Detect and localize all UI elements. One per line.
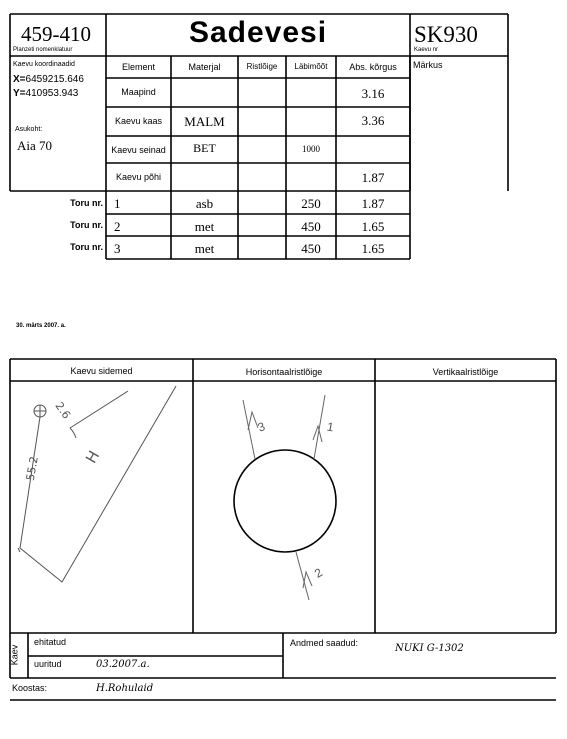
kaev-label: Kaev [9,644,20,666]
pipe-1-number: 1 [114,196,121,211]
col-header-cross-section: Ristlõige [246,62,278,71]
tie-label-55-2: 55.2 [23,455,41,482]
row-element-bottom: Kaevu põhi [115,172,162,182]
koostas-value: H.Rohulaid [96,683,154,694]
location-label: Asukoht: [15,126,43,133]
pipe-1-diameter: 250 [301,196,321,211]
row-abs-ground: 3.16 [361,86,385,101]
arrow-label-1: 1 [325,419,335,435]
coordinate-x [13,74,84,85]
row-material-walls: BET [193,141,216,155]
row-element-ground: Maapind [121,87,156,97]
uuritud-label: uuritud [34,659,62,669]
row-element-walls: Kaevu seinad [111,145,166,155]
pipe-1-label: Toru nr. [70,198,103,208]
nomenclature-value: 459-410 [21,22,91,46]
ehitatud-label: ehitatud [34,637,67,647]
pipe-3-abs: 1.65 [361,241,385,256]
pipe-2-abs: 1.65 [361,219,385,234]
pipe-1-abs: 1.87 [361,196,385,211]
nomenclature-label: Planzeti nomenklatuur [13,47,73,53]
panel-title-vertical: Vertikaalristlõige [432,367,499,377]
pipe-2-number: 2 [114,219,121,234]
andmed-label: Andmed saadud: [290,638,359,648]
col-header-element: Element [121,62,156,72]
coordinates-label: Kaevu koordinaadid [13,61,75,68]
koostas-label: Koostas: [12,683,48,693]
col-header-abs-height: Abs. kõrgus [349,62,397,72]
row-diameter-walls: 1000 [302,144,320,154]
well-number-label: Kaevu nr [414,47,439,53]
pipe-2-diameter: 450 [301,219,321,234]
coordinate-x-value: 6459215.646 [25,74,84,85]
date-note: 30. märts 2007. a. [16,323,66,329]
uuritud-value: 03.2007.a. [96,659,150,670]
row-material-cover: MALM [184,114,225,129]
coordinate-y-label: Y= [13,88,26,99]
page-title: Sadevesi [188,16,328,49]
pipe-1-arrow-icon [314,395,325,459]
pipe-2-arrow-icon [296,552,309,600]
panel-title-ties: Kaevu sidemed [70,366,133,376]
coordinate-x-label: X= [13,74,26,85]
arrow-label-2: 2 [311,565,325,581]
pipe-3-number: 3 [114,241,121,256]
well-number: SK930 [414,22,478,47]
well-circle-icon [234,450,336,552]
coordinate-y-value: 410953.943 [25,88,79,99]
row-element-cover: Kaevu kaas [114,116,163,126]
pipe-2-label: Toru nr. [70,220,103,230]
andmed-value: NUKI G-1302 [395,643,464,654]
remarks-label: Märkus [413,60,443,70]
row-abs-cover: 3.36 [361,113,385,128]
pipe-3-material: met [194,241,215,256]
location-value: Aia 70 [17,138,53,153]
panel-title-horizontal: Horisontaalristlõige [245,367,323,377]
pipe-1-material: asb [195,196,214,211]
pipe-3-label: Toru nr. [70,242,103,252]
tie-label-2-6: 2.6 [52,399,74,422]
coordinate-y [13,88,78,99]
col-header-material: Materjal [188,62,221,72]
pipe-2-material: met [194,219,215,234]
col-header-diameter: Läbimõõt [294,62,328,71]
row-abs-bottom: 1.87 [361,170,385,185]
pipe-3-diameter: 450 [301,241,321,256]
arrow-label-3: 3 [255,419,267,435]
pipe-3-arrow-icon [243,400,255,459]
tie-label-h: H [82,447,104,467]
